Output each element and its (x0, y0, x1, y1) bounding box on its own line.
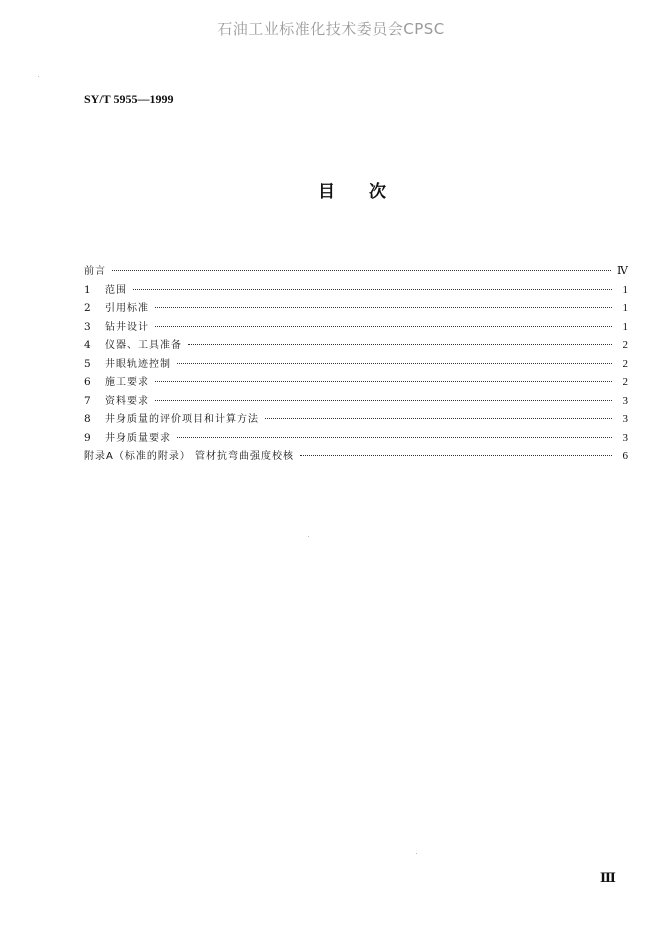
toc-entry-number: 4 (84, 339, 91, 351)
toc-entry-page: 1 (622, 320, 628, 333)
toc-entry-quality-requirements[interactable] (84, 429, 628, 448)
toc-entry-label: 范围 (105, 284, 127, 296)
toc-entry-page: 3 (622, 394, 628, 407)
toc-entry-number: 6 (84, 376, 91, 388)
toc-title: 目次 (318, 182, 420, 202)
toc-entry-page: 6 (622, 450, 628, 462)
toc-entry-drilling-design[interactable] (84, 318, 628, 337)
toc-entry-number: 9 (84, 431, 91, 444)
toc-entry-construction-requirements[interactable] (84, 373, 628, 392)
toc-entry-instruments-tools[interactable] (84, 336, 628, 355)
dot-leader (265, 417, 612, 419)
toc-entry-number: 8 (84, 413, 91, 425)
toc-entry-normative-references[interactable] (84, 299, 628, 318)
toc-entry-page: 2 (622, 339, 628, 351)
toc-entry-scope[interactable] (84, 281, 628, 300)
dot-leader (112, 269, 611, 271)
toc-entry-data-requirements[interactable] (84, 392, 628, 411)
toc-entry-label: 井身质量要求 (105, 432, 171, 444)
dot-leader (177, 436, 612, 438)
dot-leader (300, 454, 612, 456)
table-of-contents (84, 262, 628, 466)
toc-entry-number: 7 (84, 394, 91, 407)
watermark-text: 石油工业标准化技术委员会CPSC (217, 20, 445, 38)
dot-leader (133, 288, 612, 290)
toc-entry-label: 资料要求 (105, 395, 149, 407)
toc-entry-number: 1 (84, 283, 91, 296)
toc-entry-page: 3 (622, 413, 628, 425)
toc-entry-foreword[interactable] (84, 262, 628, 281)
page-number: Ⅲ (600, 870, 616, 885)
dot-leader (188, 343, 612, 345)
dot-leader (177, 362, 612, 364)
standard-code: SY/T 5955—1999 (84, 92, 174, 106)
toc-entry-label: 施工要求 (105, 377, 149, 388)
toc-entry-page: 1 (622, 302, 628, 314)
toc-entry-appendix-a[interactable] (84, 447, 628, 466)
toc-entry-number: 2 (84, 302, 91, 314)
dot-leader (155, 306, 612, 308)
toc-entry-page: 1 (622, 283, 628, 296)
scan-speck (416, 853, 417, 854)
scan-speck (308, 536, 309, 537)
toc-entry-trajectory-control[interactable] (84, 355, 628, 374)
toc-entry-label: 井眼轨迹控制 (105, 358, 171, 370)
toc-entry-label: 附录A（标准的附录） 管材抗弯曲强度校核 (84, 451, 295, 462)
toc-entry-label: 钻井设计 (105, 321, 149, 333)
toc-entry-page: 2 (622, 376, 628, 388)
toc-entry-page: Ⅳ (617, 265, 628, 277)
dot-leader (155, 325, 612, 327)
toc-entry-evaluation-methods[interactable] (84, 410, 628, 429)
toc-entry-label: 井身质量的评价项目和计算方法 (105, 414, 259, 425)
toc-entry-page: 2 (622, 357, 628, 370)
toc-entry-label: 引用标准 (105, 303, 149, 314)
toc-entry-label: 仪器、工具准备 (105, 340, 182, 351)
toc-entry-label: 前言 (84, 266, 106, 277)
toc-entry-page: 3 (622, 431, 628, 444)
scan-speck (38, 76, 39, 77)
toc-entry-number: 3 (84, 320, 91, 333)
dot-leader (155, 380, 612, 382)
toc-entry-number: 5 (84, 357, 91, 370)
dot-leader (155, 399, 612, 401)
